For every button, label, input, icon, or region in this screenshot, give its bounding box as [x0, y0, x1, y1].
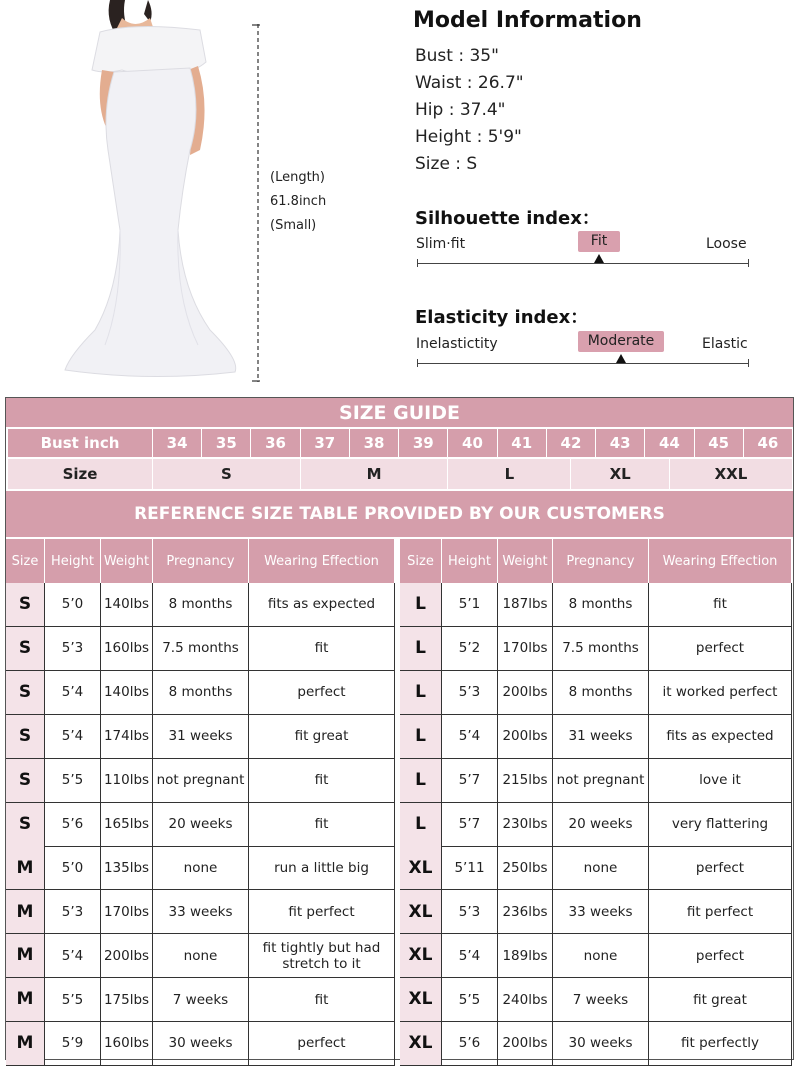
row-wearing-effect: fit tightly but had stretch to it	[249, 934, 395, 978]
row-height: 5’0	[45, 583, 101, 627]
column-header: Pregnancy	[553, 539, 649, 583]
row-size: M	[6, 978, 45, 1022]
row-size: XL	[400, 1022, 442, 1066]
row-size: S	[6, 627, 45, 671]
row-wearing-effect: fit	[249, 803, 395, 847]
row-wearing-effect: fit	[249, 978, 395, 1022]
size-range-s: S	[153, 459, 301, 489]
bust-value: 46	[744, 429, 793, 457]
row-pregnancy: none	[553, 846, 649, 890]
row-weight: 165lbs	[101, 803, 153, 847]
row-size: M	[6, 934, 45, 978]
row-pregnancy: 8 months	[153, 671, 249, 715]
row-wearing-effect: love it	[649, 759, 792, 803]
row-height: 5’6	[442, 1022, 498, 1066]
model-info-title: Model Information	[413, 8, 642, 33]
row-wearing-effect: fits as expected	[649, 715, 792, 759]
row-pregnancy: none	[153, 934, 249, 978]
row-wearing-effect: perfect	[249, 671, 395, 715]
bust-value: 38	[350, 429, 399, 457]
elasticity-right-label: Elastic	[702, 336, 748, 352]
row-height: 5’4	[45, 934, 101, 978]
silhouette-value-badge: Fit	[578, 231, 620, 252]
row-wearing-effect: fit	[249, 627, 395, 671]
row-pregnancy: 7.5 months	[153, 627, 249, 671]
scale-tick	[417, 259, 418, 267]
size-guide-title: SIZE GUIDE	[6, 398, 793, 427]
row-size: L	[400, 759, 442, 803]
row-pregnancy: 20 weeks	[553, 803, 649, 847]
row-weight: 200lbs	[498, 1022, 553, 1066]
size-range-l: L	[448, 459, 571, 489]
elasticity-left-label: Inelastictity	[416, 336, 498, 352]
elasticity-scale	[417, 363, 749, 364]
row-height: 5’3	[442, 671, 498, 715]
row-pregnancy: not pregnant	[153, 759, 249, 803]
column-header: Weight	[498, 539, 553, 583]
row-height: 5’6	[45, 803, 101, 847]
row-weight: 170lbs	[101, 890, 153, 934]
row-pregnancy: 20 weeks	[153, 803, 249, 847]
row-pregnancy: none	[553, 934, 649, 978]
scale-tick	[417, 359, 418, 367]
row-pregnancy: 30 weeks	[553, 1022, 649, 1066]
model-photo	[50, 0, 250, 385]
size-range-m: M	[301, 459, 449, 489]
elasticity-value-badge: Moderate	[578, 331, 664, 352]
row-size: L	[400, 627, 442, 671]
row-height: 5’7	[442, 803, 498, 847]
row-height: 5’3	[45, 627, 101, 671]
row-wearing-effect: perfect	[649, 627, 792, 671]
model-hip: Hip : 37.4"	[415, 100, 506, 120]
model-size: Size : S	[415, 154, 478, 174]
row-size: XL	[400, 846, 442, 890]
bust-value: 35	[202, 429, 251, 457]
row-weight: 140lbs	[101, 583, 153, 627]
column-header: Wearing Effection	[249, 539, 395, 583]
row-pregnancy: 31 weeks	[153, 715, 249, 759]
row-size: L	[400, 715, 442, 759]
row-wearing-effect: fit	[649, 583, 792, 627]
row-height: 5’7	[442, 759, 498, 803]
row-size: S	[6, 671, 45, 715]
size-guide-table	[5, 397, 794, 1060]
row-size: M	[6, 1022, 45, 1066]
row-size: XL	[400, 890, 442, 934]
row-size: L	[400, 803, 442, 847]
bust-value: 44	[645, 429, 694, 457]
length-value: 61.8inch	[270, 194, 327, 209]
bust-value: 36	[251, 429, 300, 457]
row-weight: 160lbs	[101, 627, 153, 671]
row-height: 5’1	[442, 583, 498, 627]
row-wearing-effect: fit perfectly	[649, 1022, 792, 1066]
row-weight: 135lbs	[101, 846, 153, 890]
row-pregnancy: none	[153, 846, 249, 890]
row-pregnancy: 7 weeks	[153, 978, 249, 1022]
length-label: (Length)	[270, 170, 325, 185]
row-size: L	[400, 671, 442, 715]
row-size: M	[6, 890, 45, 934]
model-height: Height : 5'9"	[415, 127, 522, 147]
row-wearing-effect: run a little big	[249, 846, 395, 890]
row-wearing-effect: perfect	[649, 934, 792, 978]
size-range-xxl: XXL	[670, 459, 793, 489]
size-range-xl: XL	[571, 459, 669, 489]
row-weight: 200lbs	[101, 934, 153, 978]
product-info-section	[0, 0, 800, 392]
row-pregnancy: 8 months	[553, 671, 649, 715]
size-label: Size	[8, 459, 153, 489]
row-wearing-effect: fit perfect	[249, 890, 395, 934]
model-waist: Waist : 26.7"	[415, 73, 524, 93]
row-weight: 189lbs	[498, 934, 553, 978]
row-height: 5’4	[45, 715, 101, 759]
length-measure-line	[252, 24, 264, 382]
row-size: XL	[400, 934, 442, 978]
row-wearing-effect: fit	[249, 759, 395, 803]
row-wearing-effect: fit great	[649, 978, 792, 1022]
length-size: (Small)	[270, 218, 317, 233]
row-wearing-effect: perfect	[249, 1022, 395, 1066]
row-size: S	[6, 715, 45, 759]
row-height: 5’0	[45, 846, 101, 890]
row-weight: 236lbs	[498, 890, 553, 934]
row-weight: 200lbs	[498, 671, 553, 715]
row-pregnancy: 31 weeks	[553, 715, 649, 759]
column-header: Weight	[101, 539, 153, 583]
bust-value: 45	[695, 429, 744, 457]
row-height: 5’2	[442, 627, 498, 671]
row-wearing-effect: fit perfect	[649, 890, 792, 934]
row-pregnancy: 8 months	[553, 583, 649, 627]
row-wearing-effect: perfect	[649, 846, 792, 890]
row-height: 5’4	[442, 934, 498, 978]
row-weight: 175lbs	[101, 978, 153, 1022]
row-pregnancy: not pregnant	[553, 759, 649, 803]
bust-value: 39	[399, 429, 448, 457]
row-height: 5’4	[45, 671, 101, 715]
row-weight: 215lbs	[498, 759, 553, 803]
silhouette-right-label: Loose	[706, 236, 747, 252]
bust-value: 34	[153, 429, 202, 457]
row-weight: 200lbs	[498, 715, 553, 759]
silhouette-scale	[417, 263, 749, 264]
row-wearing-effect: fit great	[249, 715, 395, 759]
column-header: Height	[45, 539, 101, 583]
silhouette-title: Silhouette index：	[415, 208, 600, 229]
row-height: 5’5	[45, 978, 101, 1022]
row-size: M	[6, 846, 45, 890]
row-wearing-effect: fits as expected	[249, 583, 395, 627]
silhouette-left-label: Slim·fit	[416, 236, 466, 252]
column-header: Size	[400, 539, 442, 583]
reference-table-title: REFERENCE SIZE TABLE PROVIDED BY OUR CUSTOMERS	[6, 491, 793, 537]
bust-value: 42	[547, 429, 596, 457]
row-pregnancy: 33 weeks	[153, 890, 249, 934]
row-size: S	[6, 759, 45, 803]
scale-tick	[748, 359, 749, 367]
row-size: XL	[400, 978, 442, 1022]
row-pregnancy: 8 months	[153, 583, 249, 627]
row-height: 5’11	[442, 846, 498, 890]
column-header: Pregnancy	[153, 539, 249, 583]
row-height: 5’9	[45, 1022, 101, 1066]
row-size: S	[6, 803, 45, 847]
row-wearing-effect: it worked perfect	[649, 671, 792, 715]
row-size: S	[6, 583, 45, 627]
row-weight: 250lbs	[498, 846, 553, 890]
column-header: Height	[442, 539, 498, 583]
row-height: 5’5	[45, 759, 101, 803]
row-height: 5’3	[45, 890, 101, 934]
elasticity-marker-icon	[616, 354, 626, 363]
bust-value: 43	[596, 429, 645, 457]
bust-value: 37	[301, 429, 350, 457]
row-weight: 140lbs	[101, 671, 153, 715]
silhouette-marker-icon	[594, 254, 604, 263]
column-header: Wearing Effection	[649, 539, 792, 583]
row-weight: 110lbs	[101, 759, 153, 803]
row-pregnancy: 7.5 months	[553, 627, 649, 671]
column-header: Size	[6, 539, 45, 583]
row-height: 5’3	[442, 890, 498, 934]
model-bust: Bust : 35"	[415, 46, 499, 66]
row-weight: 174lbs	[101, 715, 153, 759]
bust-value: 40	[448, 429, 497, 457]
row-size: L	[400, 583, 442, 627]
row-weight: 160lbs	[101, 1022, 153, 1066]
scale-tick	[748, 259, 749, 267]
row-height: 5’4	[442, 715, 498, 759]
elasticity-title: Elasticity index：	[415, 307, 589, 328]
row-weight: 187lbs	[498, 583, 553, 627]
row-pregnancy: 30 weeks	[153, 1022, 249, 1066]
bust-value: 41	[498, 429, 547, 457]
row-wearing-effect: very flattering	[649, 803, 792, 847]
row-weight: 230lbs	[498, 803, 553, 847]
row-weight: 240lbs	[498, 978, 553, 1022]
row-height: 5’5	[442, 978, 498, 1022]
row-pregnancy: 33 weeks	[553, 890, 649, 934]
bust-label: Bust inch	[8, 429, 153, 457]
row-pregnancy: 7 weeks	[553, 978, 649, 1022]
row-weight: 170lbs	[498, 627, 553, 671]
